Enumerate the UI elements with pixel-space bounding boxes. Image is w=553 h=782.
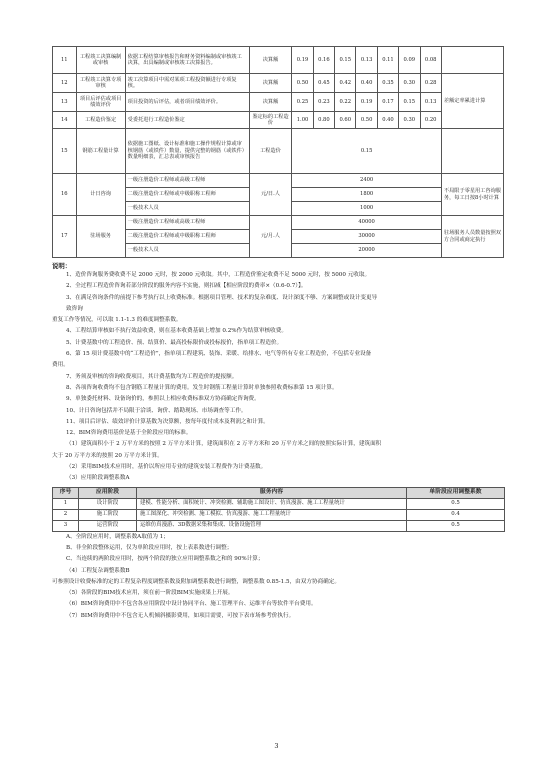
table-row [53, 112, 504, 129]
service-content: 项目投资的后评估，或者项目绩效评价。 [125, 93, 249, 112]
row-number: 13 [53, 93, 77, 112]
service-content: 受委托进行工程造价鉴定 [125, 112, 249, 129]
bim-note-b: B、非全阶段整体运用，仅为单阶段应用时，按上表系数进行调整； [66, 544, 233, 551]
bim-note-c: C、当连续的两阶段应用时，按两个阶段的独立应用调整系数之和的 90%计算； [66, 556, 264, 563]
staff-level: 一级注册造价工程师或高级工程师 [125, 216, 249, 230]
column-header: 序号 [53, 487, 79, 498]
rate-value: 0.19 [356, 93, 377, 112]
page-number: 3 [274, 742, 279, 750]
rate-value: 0.16 [313, 47, 334, 74]
row-number: 1 [53, 498, 79, 509]
fee-standard-table [52, 46, 504, 258]
service-content: 建模、性能分析、面积统计、冲突检测、辅助施工图设计、仿真漫游、施工工程量统计 [137, 498, 407, 509]
note-12-1a: （1）建筑面积小于 2 万平方米的按照 2 万平方米计算，建筑面积在 2 万平方米和 20 万平方米之间的按照实际计算，建筑面积 [66, 441, 382, 448]
rate-value: 0.17 [377, 93, 398, 112]
fee-basis: 决算额 [249, 47, 292, 74]
table-row [53, 498, 505, 509]
service-content: 竣工决算项目中需对某项工程投资额进行专项复核。 [125, 74, 249, 93]
row-number: 15 [53, 129, 77, 174]
note-12-1b: 大于 20 万平方米的按照 20 万平方米计算。 [52, 452, 163, 459]
rate-value: 0.22 [335, 93, 356, 112]
remark-cell [441, 129, 503, 174]
price-value: 2400 [292, 174, 442, 188]
remark-cumulative: 差额定率累进计算 [441, 74, 503, 129]
rate-value: 0.50 [356, 112, 377, 129]
stage-name: 施工阶段 [79, 509, 137, 520]
rate-value: 0.11 [377, 47, 398, 74]
price-unit: 元/月.人 [249, 216, 292, 258]
fee-basis: 鉴定标的工程造价 [249, 112, 292, 129]
stage-name: 设计阶段 [79, 498, 137, 509]
note-5: 5、计费基数中的工程造价、预、结算价、最高投标限价或投标报价，指单项工程造价。 [66, 339, 283, 346]
note-7: 7、务须及审核的咨询收费项目，其计费基数均为工程造价的提报额。 [66, 373, 238, 380]
rate-value: 0.15 [399, 93, 420, 112]
adjust-coefficient: 0.5 [407, 498, 505, 509]
service-name: 工程竣工决算专项审核 [76, 74, 125, 93]
service-name: 计日咨询 [76, 174, 125, 216]
bim-stage-table [52, 487, 505, 532]
fee-basis: 工程造价 [249, 129, 292, 174]
service-name: 驻场服务 [76, 216, 125, 258]
row-number: 11 [53, 47, 77, 74]
note-8: 8、各项咨询收费均不包含钢筋工程量计算的费用。发生时钢筋工程量计算时单独参照收费标准第 15 项计算。 [66, 384, 338, 391]
price-value: 30000 [292, 230, 442, 244]
rate-value: 0.80 [313, 112, 334, 129]
service-content: 运维仿真漫游、3D数据采集和集成、设备设施管理 [137, 520, 407, 531]
rate-value: 0.60 [335, 112, 356, 129]
rate-value: 0.30 [399, 74, 420, 93]
staff-level: 一级注册造价工程师或高级工程师 [125, 174, 249, 188]
note-12: 12、BIM咨询费用基价是基于全阶段应用的标准。 [66, 430, 192, 437]
table-row [53, 47, 504, 74]
row-number: 17 [53, 216, 77, 258]
service-content: 依据施工图纸、设计标准和施工操作规程计算或审核钢筋（或铁件）数量，提供完整的钢筋（或铁件）数量明细表，汇总表或审核报告 [125, 129, 249, 174]
bim-note-6: （6）BIM咨询费用中不包含各应用阶段中设计协同平台、施工管理平台、运维平台等软件平台费用。 [66, 601, 317, 608]
rate-value: 0.25 [292, 93, 313, 112]
column-header: 应用阶段 [79, 487, 137, 498]
table-row [53, 509, 505, 520]
table-row [53, 487, 505, 498]
note-9: 9、单独委托材料、设备询价的，参照以上相应收费标准双方协商确定咨询费。 [66, 396, 260, 403]
rate-value: 0.13 [356, 47, 377, 74]
note-11: 11、项目后评估、绩效评价计算基数为决算额，按每年度付成本及利润之和计算。 [66, 418, 269, 425]
column-header: 服务内容 [137, 487, 407, 498]
rate-value: 0.42 [335, 74, 356, 93]
note-2: 2、全过程工程造价咨询若部分阶段的服务内容不实施，则扣减【相应阶段的费率×（0.6-0.7）】。 [66, 283, 307, 290]
rate-value: 0.09 [399, 47, 420, 74]
notes-title: 说明： [52, 262, 72, 270]
rate-value: 0.35 [377, 74, 398, 93]
note-3b: 致咨询 [66, 305, 83, 312]
rate-value: 0.23 [313, 93, 334, 112]
service-content: 依据工程结算审核报告和财务资料编制或审核竣工决算，出具编制或审核竣工决算报告。 [125, 47, 249, 74]
note-6b: 费用。 [52, 362, 69, 369]
adjust-coefficient: 0.5 [407, 520, 505, 531]
row-number: 14 [53, 112, 77, 129]
note-3a: 3、在满足咨询条件的前提下参考执行以上收费标准。根据项目管理、技术的复杂难度、设计深度不够、方案调整或设计变更导 [66, 294, 378, 301]
rate-value: 0.15 [292, 129, 442, 174]
rate-value: 0.20 [420, 112, 441, 129]
remark-cell [441, 47, 503, 74]
note-6a: 6、第 15 项计费基数中的“工程造价”，指单项工程建筑、装饰、采暖、给排水、电气等所有专业工程造价，不包括专业设备 [66, 351, 372, 358]
stage-name: 运营阶段 [79, 520, 137, 531]
rate-value: 0.45 [313, 74, 334, 93]
note-12-3: （3）应用阶段调整系数A [66, 475, 130, 482]
service-name: 工程造价鉴定 [76, 112, 125, 129]
price-unit: 元/日.人 [249, 174, 292, 216]
fee-basis: 决算额 [249, 74, 292, 93]
table-row [53, 520, 505, 531]
price-value: 40000 [292, 216, 442, 230]
row-number: 3 [53, 520, 79, 531]
row-number: 16 [53, 174, 77, 216]
note-10: 10、计日咨询包括并不局限于洽谈、询价、踏勘现场、市场调查等工作。 [66, 407, 247, 414]
table-row [53, 93, 504, 112]
staff-level: 二级注册造价工程师或中级职称工程师 [125, 230, 249, 244]
rate-value: 0.30 [399, 112, 420, 129]
note-1: 1、造价咨询服务费收费不足 2000 元时，按 2000 元收取。其中，工程造价鉴定收费不足 5000 元时，按 5000 元收取。 [66, 272, 371, 278]
rate-value: 0.40 [356, 74, 377, 93]
table-row [53, 129, 504, 174]
staff-level: 二级注册造价工程师或中级职称工程师 [125, 188, 249, 202]
notes-list [52, 270, 504, 485]
price-value: 1000 [292, 202, 442, 216]
service-name: 工程竣工决算编制或审核 [76, 47, 125, 74]
price-value: 20000 [292, 244, 442, 258]
rate-value: 0.19 [292, 47, 313, 74]
staff-level: 一般技术人员 [125, 202, 249, 216]
column-header: 单阶段应用调整系数 [407, 487, 505, 498]
rate-value: 0.50 [292, 74, 313, 93]
rate-value: 0.13 [420, 93, 441, 112]
note-4: 4、工程结算审核如不执行效益收费，则在基本收费基础上增加 0.2%作为结算审核收费。 [66, 328, 287, 335]
bim-note-5: （5）各阶段的BIM技术应用，须在前一阶段BIM实施成果上开展。 [66, 590, 234, 597]
service-content: 施工图深化、冲突检测、施工模拟、仿真漫游、施工工程量统计 [137, 509, 407, 520]
bim-note-7: （7）BIM咨询费用中不包含无人机倾斜摄影费用，如项目需要，可按下表市场参考价执行。 [66, 612, 295, 619]
rate-value: 0.28 [420, 74, 441, 93]
note-3c: 重复工作等情况，可以取 1.1-1.3 的难度调整系数。 [52, 317, 182, 324]
rate-value: 0.08 [420, 47, 441, 74]
fee-basis: 决算额 [249, 93, 292, 112]
bim-notes [52, 532, 504, 622]
row-number: 2 [53, 509, 79, 520]
document-page [52, 46, 504, 622]
table-row [53, 174, 504, 188]
rate-value: 1.00 [292, 112, 313, 129]
price-value: 1800 [292, 188, 442, 202]
staff-level: 一般技术人员 [125, 244, 249, 258]
note-12-2: （2）采用BIM技术应用时，基价以所应用专业的建筑安装工程费作为计费基数。 [66, 464, 267, 471]
service-name: 钢筋工程量计算 [76, 129, 125, 174]
bim-note-4: （4）工程复杂调整系数B [66, 567, 130, 574]
row-number: 12 [53, 74, 77, 93]
remark-cell: 驻场服务人员数量按照双方合同或商定执行 [441, 216, 503, 258]
table-row [53, 216, 504, 230]
bim-note-a: A、全阶段应用时，调整系数A取值为 1； [66, 533, 169, 540]
adjust-coefficient: 0.4 [407, 509, 505, 520]
bim-note-4b: 可参照设计收费标准的定的工程复杂程度调整系数及附加调整系数进行调整，调整系数 0.85-1.5，由双方协商确定。 [52, 578, 340, 585]
remark-cell: 不局限于零星用工咨询服务，每工日按8小时计算 [441, 174, 503, 216]
rate-value: 0.15 [335, 47, 356, 74]
service-name: 项目后评估或项目绩效评价 [76, 93, 125, 112]
rate-value: 0.40 [377, 112, 398, 129]
table-row [53, 74, 504, 93]
